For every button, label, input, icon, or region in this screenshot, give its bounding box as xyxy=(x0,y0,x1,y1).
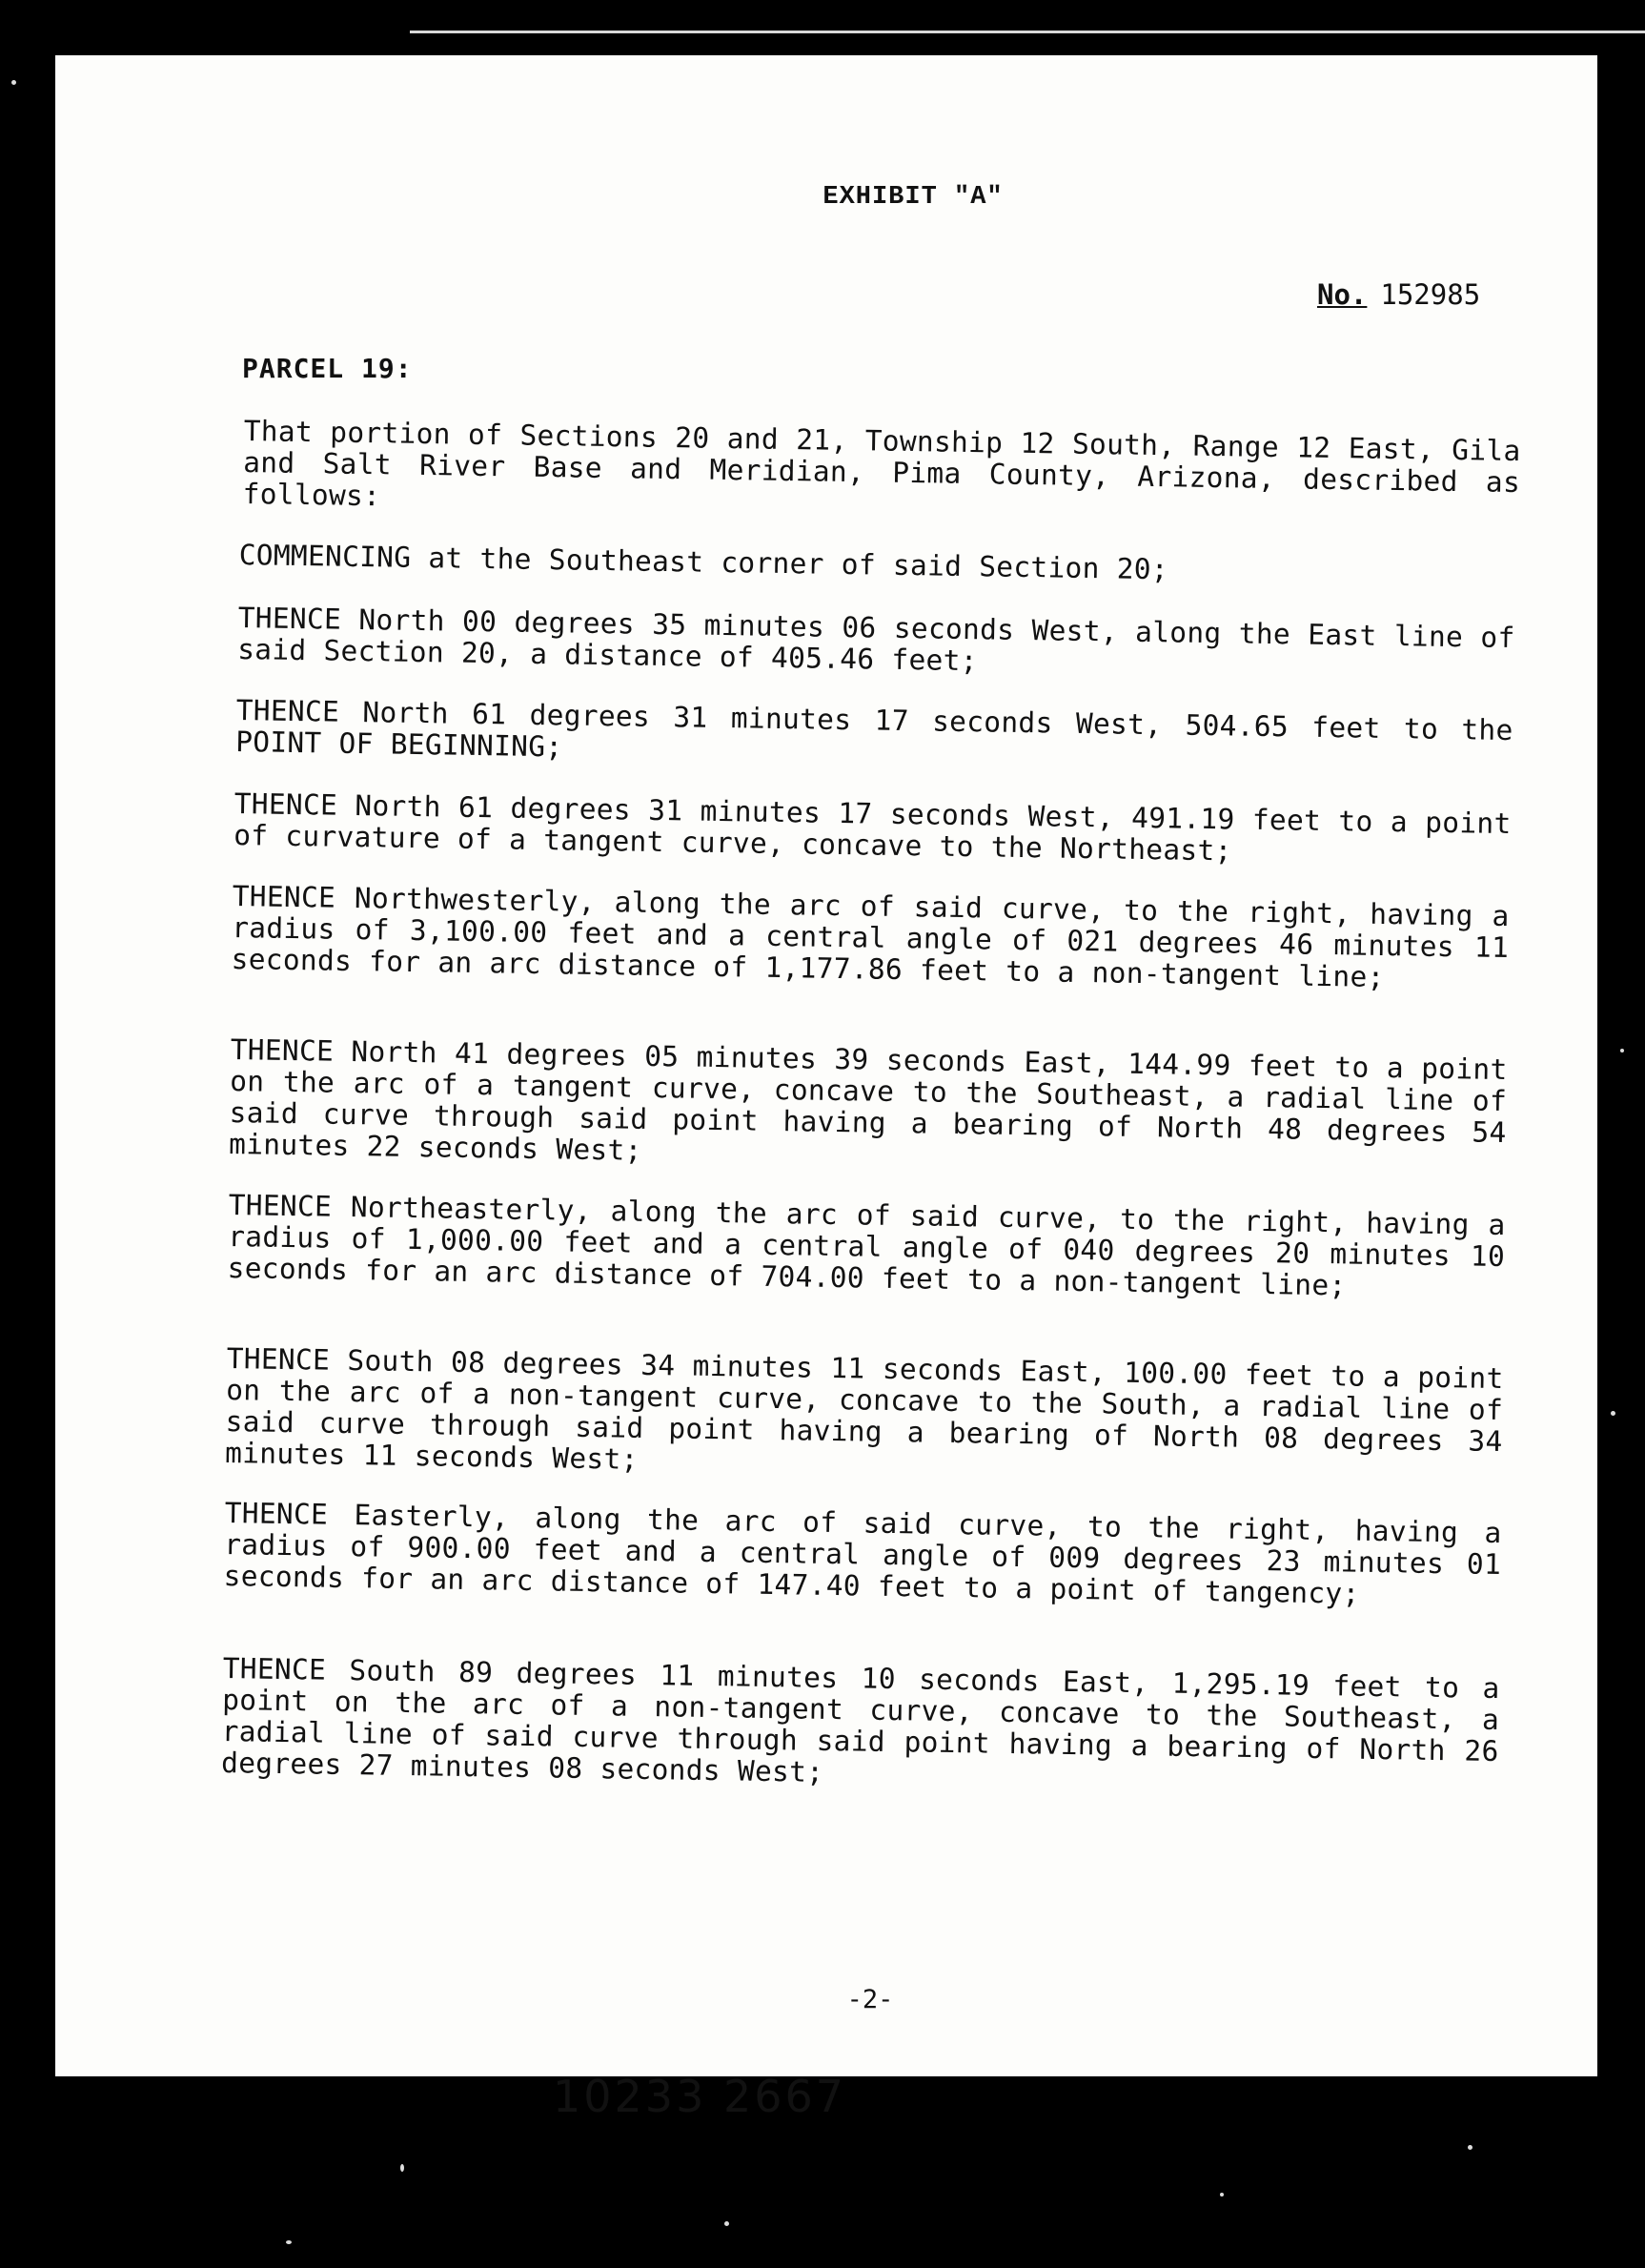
scan-speck xyxy=(1620,1049,1624,1052)
scan-speck xyxy=(1220,2193,1224,2196)
page-number: -2- xyxy=(846,1985,894,2014)
paragraph-course-4: THENCE Northwesterly, along the arc of said curve, to the right, having a radius of 3,100.00 feet and a central angle of 021 degrees 46 minutes 11 seconds for an arc distance of 1,177.86 feet to a non-tangent line; xyxy=(231,880,1510,993)
parcel-heading: PARCEL 19: xyxy=(242,353,413,384)
paragraph-course-9: THENCE South 89 degrees 11 minutes 10 seconds East, 1,295.19 feet to a point on the arc of a non-tangent curve, concave to the Southeast, a radial line of said curve through said point having a bearing of North 26 degrees 27 minutes 08 seconds West; xyxy=(220,1652,1500,1788)
paragraph-commencing: COMMENCING at the Southeast corner of said Section 20; xyxy=(238,539,1169,586)
scan-edge-line xyxy=(410,31,1645,33)
paragraph-course-8: THENCE Easterly, along the arc of said curve, to the right, having a radius of 900.00 feet and a central angle of 009 degrees 23 minutes 01 seconds for an arc distance of 147.40 feet to a point of tangency; xyxy=(223,1497,1502,1610)
scan-speck xyxy=(400,2164,404,2172)
recording-stamp: 10233 2667 xyxy=(553,2071,847,2122)
scan-speck xyxy=(1611,1411,1615,1416)
scan-speck xyxy=(11,80,16,85)
paragraph-intro: That portion of Sections 20 and 21, Township 12 South, Range 12 East, Gila and Salt River Base and Meridian, Pima County, Arizona, described as follows: xyxy=(242,415,1521,513)
document-page xyxy=(55,55,1597,2122)
paragraph-course-1: THENCE North 00 degrees 35 minutes 06 seconds West, along the East line of said Section 20, a distance of 405.46 feet; xyxy=(236,602,1515,678)
scan-speck xyxy=(724,2221,729,2226)
paragraph-course-3: THENCE North 61 degrees 31 minutes 17 seconds West, 491.19 feet to a point of curvature of a tangent curve, concave to the Northeast; xyxy=(233,787,1512,868)
scan-speck xyxy=(1468,2145,1472,2150)
paragraph-course-7: THENCE South 08 degrees 34 minutes 11 seconds East, 100.00 feet to a point on the arc of a non-tangent curve, concave to the South, a radial line of said curve through said point having a bearing of North 08 degrees 34 minutes 11 seconds West; xyxy=(224,1342,1504,1476)
paragraph-course-5: THENCE North 41 degrees 05 minutes 39 seconds East, 144.99 feet to a point on the arc of a tangent curve, concave to the Southeast, a radial line of said curve through said point having a bearing of North 48 degrees 54 minutes 22 seconds West; xyxy=(228,1033,1508,1167)
document-number-label: No. xyxy=(1317,278,1368,311)
document-number xyxy=(1317,278,1480,311)
paragraph-course-6: THENCE Northeasterly, along the arc of said curve, to the right, having a radius of 1,000.00 feet and a central angle of 040 degrees 20 minutes 10 seconds for an arc distance of 704.00 feet to a non-tangent line; xyxy=(227,1189,1506,1302)
scan-speck xyxy=(286,2240,292,2244)
document-number-value: 152985 xyxy=(1380,278,1481,311)
paragraph-course-2: THENCE North 61 degrees 31 minutes 17 seconds West, 504.65 feet to the POINT OF BEGINNING; xyxy=(234,694,1513,764)
exhibit-title: EXHIBIT "A" xyxy=(822,183,1004,212)
